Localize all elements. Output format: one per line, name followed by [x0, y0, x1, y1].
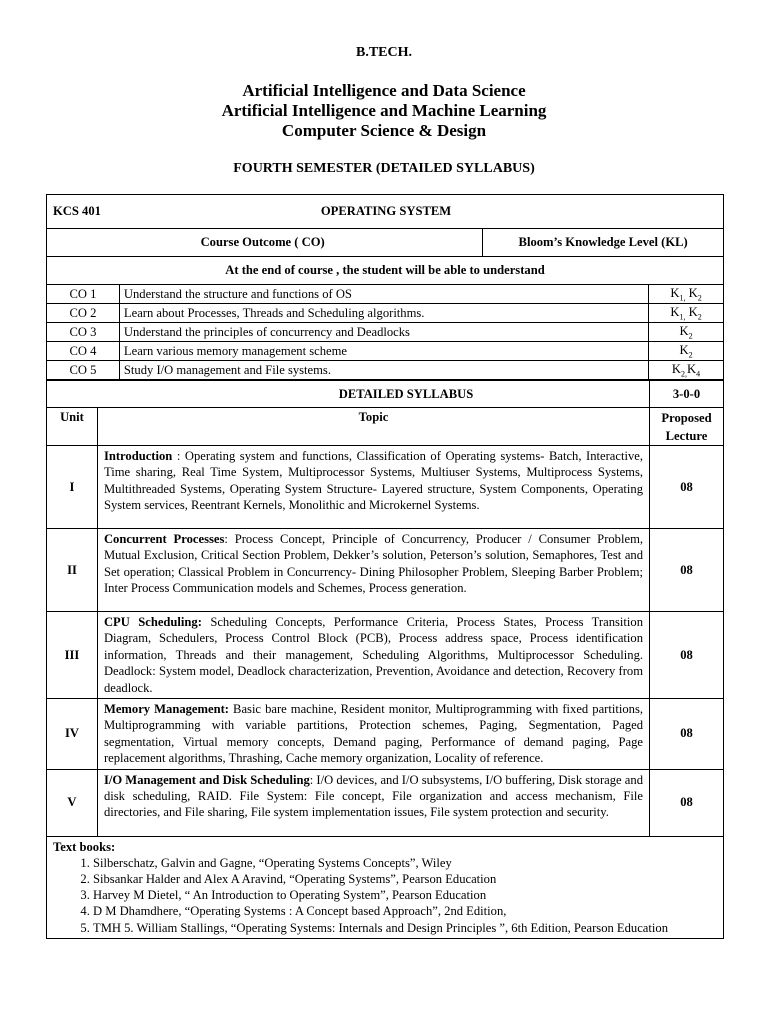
unit-column-header: Unit [47, 408, 98, 446]
unit-topic: Concurrent Processes: Process Concept, Principle of Concurrency, Producer / Consumer Problem, Mutual Exclusion, Critical Section Problem, Dekker’s solution, Peterson’s solution, Semaphores, Test and Set operation; Classical Problem in Concurrency- Dining Philosopher Problem, Sleeping Barber Problem; Inter Process Communication models and Schemes, Process generation. [97, 529, 649, 612]
outcome-id: CO 1 [47, 285, 120, 304]
textbooks-heading: Text books: [53, 839, 116, 854]
outcome-text: Understand the principles of concurrency and Deadlocks [119, 323, 648, 342]
outcome-text: Understand the structure and functions of OS [119, 285, 648, 304]
textbooks-row [47, 836, 724, 938]
outcome-id: CO 3 [47, 323, 120, 342]
unit-lectures: 08 [650, 612, 724, 699]
outcome-row [47, 304, 724, 323]
course-title-cell [47, 195, 724, 229]
outcome-kl: $K_2$ [649, 323, 724, 342]
outcome-kl: $K_{1,}$ $K_2$ [649, 304, 724, 323]
unit-row [47, 529, 724, 612]
unit-lectures: 08 [650, 699, 724, 770]
program-name: Computer Science & Design [281, 121, 487, 140]
program-name: Artificial Intelligence and Machine Learning [221, 101, 547, 120]
syllabus-column-headers [47, 408, 724, 446]
unit-number: I [47, 446, 98, 529]
unit-lectures: 08 [650, 446, 724, 529]
co-header: Course Outcome ( CO) [47, 229, 483, 257]
textbook-item: 4. D M Dhamdhere, “Operating Systems : A Concept based Approach”, 2nd Edition, [93, 903, 717, 919]
course-header-table [46, 194, 724, 285]
textbooks-section [47, 836, 724, 938]
course-title: OPERATING SYSTEM [320, 204, 452, 218]
unit-topic: Memory Management: Basic bare machine, Resident monitor, Multiprogramming with fixed partitions, Multiprogramming with variable partitions, Protection schemes, Paging, Segmentation, Paged segmentation, Virtual memory concepts, Demand paging, Performance of demand paging, Page replacement algorithms, Thrashing, Cache memory organization, Locality of reference. [97, 699, 649, 770]
degree-title: B.TECH. [355, 45, 412, 60]
textbook-item: 5. TMH 5. William Stallings, “Operating Systems: Internals and Design Principles ”, 6th Edition, Pearson Education [93, 920, 717, 936]
unit-row [47, 769, 724, 836]
unit-row [47, 699, 724, 770]
outcome-row [47, 323, 724, 342]
ltp-value: 3-0-0 [650, 381, 724, 408]
unit-topic: CPU Scheduling: Scheduling Concepts, Performance Criteria, Process States, Process Transition Diagram, Schedulers, Process Control Block (PCB), Process address space, Process identification information, Threads and their management, Scheduling Algorithms, Multiprocessor Scheduling. Deadlock: System model, Deadlock characterization, Prevention, Avoidance and detection, Recovery from deadlock. [97, 612, 649, 699]
course-code: KCS 401 [53, 204, 101, 218]
course-outcomes-table [46, 284, 724, 380]
course-intro: At the end of course , the student will be able to understand [47, 257, 724, 285]
program-list [0, 81, 768, 141]
syllabus-heading-row [47, 381, 724, 408]
textbook-item: 3. Harvey M Dietel, “ An Introduction to Operating System”, Pearson Education [93, 887, 717, 903]
lecture-column-header: Proposed Lecture [650, 408, 724, 446]
syllabus-heading: DETAILED SYLLABUS [47, 381, 650, 408]
unit-number: V [47, 769, 98, 836]
textbook-item: 1. Silberschatz, Galvin and Gagne, “Operating Systems Concepts”, Wiley [93, 855, 717, 871]
unit-number: II [47, 529, 98, 612]
unit-topic: Introduction : Operating system and functions, Classification of Operating systems- Batch, Interactive, Time sharing, Real Time System, Multiprocessor Systems, Multiuser Systems, Multiprocess Systems, Multithreaded Systems, Operating System Structure- Layered structure, System Components, Operating System services, Reentrant Kernels, Monolithic and Microkernel Systems. [97, 446, 649, 529]
unit-number: IV [47, 699, 98, 770]
outcome-text: Learn various memory management scheme [119, 342, 648, 361]
outcome-kl: $K_{2,}K_4$ [649, 361, 724, 380]
syllabus-table [46, 380, 724, 939]
outcome-row [47, 361, 724, 380]
unit-topic: I/O Management and Disk Scheduling: I/O devices, and I/O subsystems, I/O buffering, Disk storage and disk scheduling, RAID. File System: File concept, File organization and access mechanism, File directories, and File sharing, File system implementation issues, File system protection and security. [97, 769, 649, 836]
unit-row [47, 446, 724, 529]
outcome-kl: $K_{1,}$ $K_2$ [649, 285, 724, 304]
unit-lectures: 08 [650, 769, 724, 836]
outcome-kl: $K_2$ [649, 342, 724, 361]
unit-row [47, 612, 724, 699]
outcome-row [47, 342, 724, 361]
topic-column-header: Topic [97, 408, 649, 446]
outcome-id: CO 4 [47, 342, 120, 361]
unit-lectures: 08 [650, 529, 724, 612]
unit-number: III [47, 612, 98, 699]
kl-header: Bloom’s Knowledge Level (KL) [483, 229, 724, 257]
textbooks-list [53, 855, 717, 936]
outcome-row [47, 285, 724, 304]
semester-title: FOURTH SEMESTER (DETAILED SYLLABUS) [233, 161, 535, 176]
textbook-item: 2. Sibsankar Halder and Alex A Aravind, “Operating Systems”, Pearson Education [93, 871, 717, 887]
outcome-text: Learn about Processes, Threads and Scheduling algorithms. [119, 304, 648, 323]
program-name: Artificial Intelligence and Data Science [242, 81, 526, 100]
outcome-text: Study I/O management and File systems. [119, 361, 648, 380]
outcome-id: CO 5 [47, 361, 120, 380]
outcome-id: CO 2 [47, 304, 120, 323]
